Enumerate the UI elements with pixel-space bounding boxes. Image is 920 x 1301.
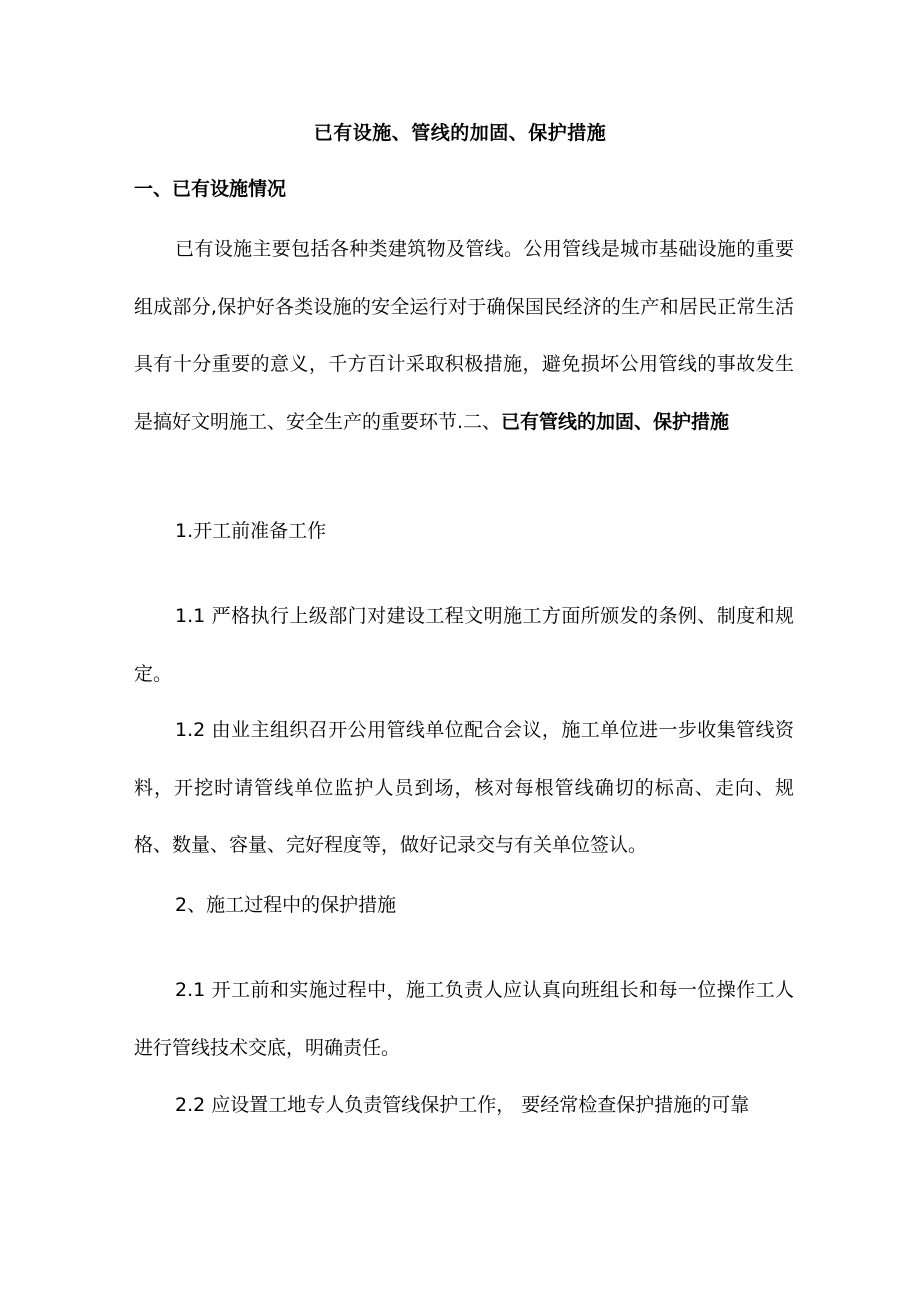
subheading-construction-protection: 2、施工过程中的保护措施 — [175, 894, 397, 916]
paragraph-item-2-2: 2.2 应设置工地专人负责管线保护工作， 要经常检查保护措施的可靠 — [175, 1094, 750, 1116]
paragraph-existing-facilities-text: 已有设施主要包括各种类建筑物及管线。公用管线是城市基础设施的重要组成部分,保护好各类设施的安全运行对于确保国民经济的生产和居民正常生活具有十分重要的意义，千方百计采取积极措施，避免损坏公用管线的事故发生是搞好文明施工、安全生产的重要环节.二、 — [134, 238, 794, 433]
paragraph-existing-facilities — [134, 221, 794, 451]
paragraph-item-1-2: 1.2 由业主组织召开公用管线单位配合会议，施工单位进一步收集管线资料，开挖时请管线单位监护人员到场，核对每根管线确切的标高、走向、规格、数量、容量、完好程度等，做好记录交与有关单位签认。 — [134, 719, 794, 856]
paragraph-item-1-1: 1.1 严格执行上级部门对建设工程文明施工方面所颁发的条例、制度和规定。 — [134, 605, 794, 685]
paragraph-item-2-1: 2.1 开工前和实施过程中，施工负责人应认真向班组长和每一位操作工人进行管线技术交底，明确责任。 — [134, 979, 794, 1059]
document-title: 已有设施、管线的加固、保护措施 — [313, 122, 607, 144]
subheading-preparation: 1.开工前准备工作 — [175, 520, 327, 542]
section-heading-existing-facilities: 一、已有设施情况 — [134, 178, 287, 200]
section-heading-pipeline-protection: 已有管线的加固、保护措施 — [501, 410, 730, 433]
